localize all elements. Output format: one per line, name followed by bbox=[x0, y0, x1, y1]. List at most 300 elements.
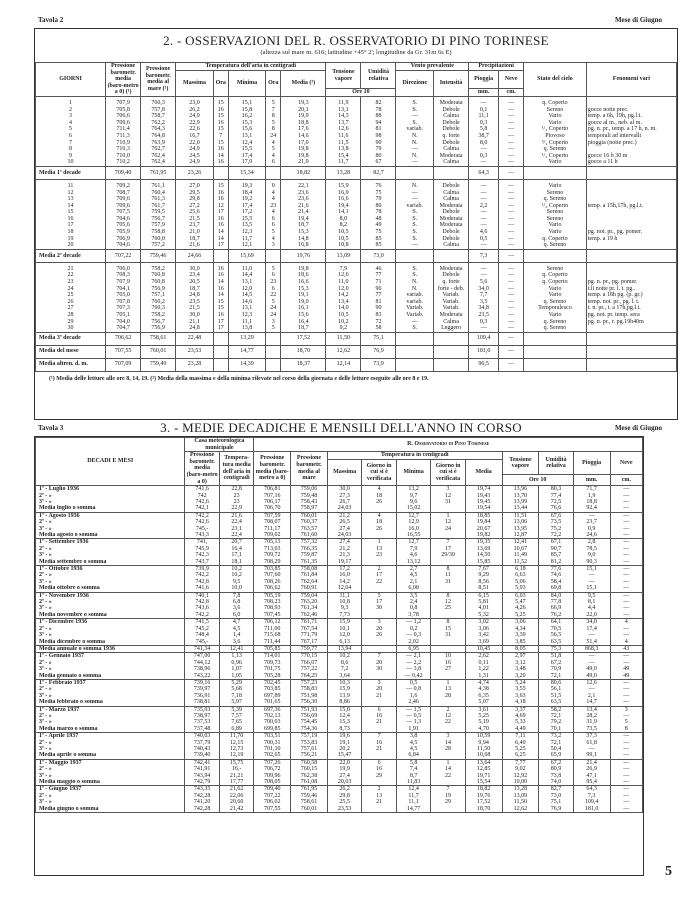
cell: 14,2 bbox=[327, 579, 361, 585]
cell: 757,19 bbox=[291, 733, 328, 740]
cell: Moderata bbox=[434, 312, 469, 319]
table3-frame bbox=[34, 436, 644, 876]
cell: 9,29 bbox=[465, 572, 502, 578]
cell bbox=[431, 559, 465, 566]
cell: 27,3 bbox=[327, 493, 361, 499]
cell: 8,05 bbox=[502, 645, 539, 652]
table3-left-header: Tavola 3 bbox=[38, 424, 64, 432]
cell: 766,07 bbox=[291, 660, 328, 666]
row-label: 2ª - » bbox=[36, 519, 185, 525]
cell: S. bbox=[396, 222, 434, 229]
cell: 77,8 bbox=[539, 599, 573, 605]
cell: 6,63 bbox=[502, 572, 539, 578]
cell: 705,8 bbox=[106, 107, 141, 114]
cell: 0,11 bbox=[465, 660, 502, 666]
cell: 758,08 bbox=[291, 566, 328, 573]
cell: — bbox=[610, 799, 642, 805]
table-row bbox=[36, 216, 677, 223]
cell: 4,70 bbox=[465, 726, 502, 733]
col-umidita: Umidità relativa bbox=[361, 63, 396, 89]
cell: 75 bbox=[361, 190, 396, 197]
cell: 705,6 bbox=[106, 222, 141, 229]
cell bbox=[362, 559, 396, 566]
cell: 51,4 bbox=[573, 639, 610, 646]
cell: 13,96 bbox=[502, 486, 539, 493]
table-row bbox=[36, 566, 643, 573]
col-ore10: Ore 10 bbox=[326, 89, 396, 97]
row-label: 2ª - » bbox=[36, 626, 185, 632]
cell: 67,2 bbox=[539, 759, 573, 766]
cell: — bbox=[610, 766, 642, 772]
cell: 16,1 bbox=[281, 305, 326, 312]
cell: 24,03 bbox=[327, 532, 361, 539]
cell: 2,1 bbox=[396, 579, 430, 585]
cell bbox=[431, 612, 465, 619]
cell: 16 bbox=[213, 286, 228, 293]
cell: 12,73 bbox=[219, 746, 253, 752]
cell: 82,7 bbox=[539, 786, 573, 793]
cell: 28 bbox=[431, 746, 465, 752]
cell: 6,13 bbox=[327, 639, 361, 646]
cell: 2 bbox=[362, 786, 396, 793]
cell: — bbox=[610, 779, 642, 786]
cell: 759,04 bbox=[291, 592, 328, 599]
cell: 1 bbox=[362, 539, 396, 546]
cell: 759,46 bbox=[291, 793, 328, 799]
cell: 21,4 bbox=[281, 209, 326, 216]
cell: 19,8 bbox=[281, 153, 326, 160]
cell: 58,2 bbox=[539, 706, 573, 713]
cell: 80,6 bbox=[539, 679, 573, 686]
cell: 23,0 bbox=[176, 96, 214, 106]
cell: 758,2 bbox=[141, 262, 176, 272]
cell: 29 bbox=[362, 773, 396, 779]
cell: 741,91 bbox=[185, 766, 219, 772]
cell: 75,1 bbox=[539, 799, 573, 805]
cell: 19,8 bbox=[281, 262, 326, 272]
cell: — bbox=[610, 532, 642, 539]
row-label: Media 1ª decade bbox=[36, 166, 106, 179]
cell: 11,49 bbox=[502, 552, 539, 558]
summary-row bbox=[36, 249, 677, 262]
cell: 743,35 bbox=[185, 786, 219, 793]
row-label: 28 bbox=[36, 312, 106, 319]
cell: 16,0 bbox=[327, 572, 361, 578]
cell: 738,96 bbox=[185, 666, 219, 672]
cell: 16 bbox=[213, 216, 228, 223]
cell: 4,5 bbox=[219, 626, 253, 632]
cell: S. bbox=[396, 96, 434, 106]
cell: 73,9 bbox=[361, 358, 396, 371]
cell: 15,34 bbox=[228, 166, 266, 179]
cell: 3,20 bbox=[502, 673, 539, 680]
cell: 709,40 bbox=[254, 786, 291, 793]
cell bbox=[396, 358, 434, 371]
cell: 20,5 bbox=[176, 279, 214, 286]
cell: 9,5 bbox=[219, 579, 253, 585]
row-label: Media altren. d. m. bbox=[36, 358, 106, 371]
row-label: 20 bbox=[36, 242, 106, 249]
row-label: 8 bbox=[36, 146, 106, 153]
table3 bbox=[35, 437, 643, 813]
cell bbox=[431, 532, 465, 539]
table-row bbox=[36, 159, 677, 166]
cell: 4,7 bbox=[219, 619, 253, 626]
col-casa-press: Pressione barometr. media (baro-metro a 0) bbox=[186, 452, 218, 485]
cell: 31 bbox=[431, 632, 465, 638]
cell: 3 bbox=[610, 706, 642, 713]
cell: 738,97 bbox=[185, 713, 219, 719]
table-row bbox=[36, 786, 643, 793]
cell: 13,5 bbox=[228, 222, 266, 229]
cell: temp. a 18h pg. (p. gr.) bbox=[586, 292, 676, 299]
cell: 16 bbox=[213, 272, 228, 279]
table-row bbox=[36, 585, 643, 592]
cell: 6,15 bbox=[465, 592, 502, 599]
row-label: 22 bbox=[36, 272, 106, 279]
cell: 741,6 bbox=[185, 585, 219, 592]
cell: 762,4 bbox=[141, 159, 176, 166]
cell: 16,6 bbox=[281, 279, 326, 286]
cell: 14,0 bbox=[326, 305, 361, 312]
cell bbox=[431, 585, 465, 592]
cell bbox=[586, 272, 676, 279]
cell: 12,1 bbox=[228, 242, 266, 249]
page-left-header: Tavola 2 bbox=[38, 16, 64, 24]
cell: Moderata bbox=[434, 96, 469, 106]
cell: — bbox=[499, 279, 524, 286]
cell: 739,40 bbox=[185, 752, 219, 759]
cell: 16,2 bbox=[228, 113, 266, 120]
cell: 760,4 bbox=[141, 190, 176, 197]
cell: 49,0 bbox=[573, 666, 610, 672]
cell: 80,3 bbox=[539, 486, 573, 493]
cell bbox=[213, 249, 228, 262]
cell: 12 bbox=[213, 203, 228, 210]
cell: 4,5 bbox=[396, 746, 430, 752]
cell bbox=[396, 345, 434, 358]
cell: — bbox=[610, 486, 642, 493]
cell: — bbox=[573, 572, 610, 578]
cell: 17,1 bbox=[219, 552, 253, 558]
cell: 767,17 bbox=[291, 639, 328, 646]
row-label: Media agosto o somma bbox=[36, 532, 185, 539]
cell: ³/₄ Coperto bbox=[524, 140, 587, 147]
cell: 4 bbox=[266, 196, 281, 203]
table-row bbox=[36, 272, 677, 279]
cell: — bbox=[469, 216, 499, 223]
cell: Vario bbox=[524, 222, 587, 229]
cell: — bbox=[610, 579, 642, 585]
col-casa-temp: Tempera-tura media dell'aria in centigradi bbox=[219, 452, 253, 486]
cell: 707,26 bbox=[254, 759, 291, 766]
cell: 15,9 bbox=[327, 686, 361, 692]
cell bbox=[586, 209, 676, 216]
cell: 21,2 bbox=[327, 512, 361, 519]
col-t3-minima: Minima bbox=[396, 459, 430, 485]
row-label: Media dicembre o somma bbox=[36, 639, 185, 646]
col-t3-pioggia: Pioggia bbox=[573, 452, 610, 475]
summary-row bbox=[36, 166, 677, 179]
cell: 14,77 bbox=[396, 806, 430, 813]
cell: 8,0 bbox=[326, 216, 361, 223]
row-label: 1ª - Luglio 1936 bbox=[36, 486, 185, 493]
cell: 58,4 bbox=[539, 579, 573, 585]
col-t3-giorno2: Giorno in cui si è verificata bbox=[431, 459, 465, 485]
cell: 701,10 bbox=[254, 746, 291, 752]
cell: 8,2 bbox=[326, 222, 361, 229]
cell: 703,51 bbox=[254, 733, 291, 740]
cell: N. bbox=[396, 140, 434, 147]
cell: 21,6 bbox=[176, 242, 214, 249]
cell bbox=[586, 249, 676, 262]
col-t3-giorno1: Giorno in cui si è verificata bbox=[362, 459, 396, 485]
cell: 758,83 bbox=[291, 686, 328, 692]
table-row bbox=[36, 325, 677, 332]
cell: 760,0 bbox=[141, 236, 176, 243]
col-intensita: Intensità bbox=[434, 70, 469, 96]
row-label: 3ª - » bbox=[36, 526, 185, 532]
cell: 17,77 bbox=[219, 779, 253, 786]
cell: — bbox=[499, 299, 524, 306]
cell: — bbox=[499, 133, 524, 140]
cell: 0,3 bbox=[469, 153, 499, 160]
row-label: 2ª - » bbox=[36, 740, 185, 746]
cell: — bbox=[499, 179, 524, 189]
cell: 12,62 bbox=[502, 806, 539, 813]
cell: 109,4 bbox=[469, 332, 499, 345]
col-stato: Stato del cielo bbox=[524, 63, 587, 97]
summary-row bbox=[36, 345, 677, 358]
cell: 22 bbox=[266, 292, 281, 299]
cell: 22 bbox=[362, 579, 396, 585]
cell: 18,82 bbox=[281, 166, 326, 179]
cell: 705,13 bbox=[254, 539, 291, 546]
cell: — bbox=[499, 146, 524, 153]
cell: 7 bbox=[213, 133, 228, 140]
cell: 745,- bbox=[185, 526, 219, 532]
cell: 5 bbox=[610, 719, 642, 725]
cell: Debole bbox=[434, 107, 469, 114]
cell bbox=[431, 673, 465, 680]
row-label: 10 bbox=[36, 159, 106, 166]
cell: 739,16 bbox=[185, 679, 219, 686]
cell: 3,02 bbox=[465, 619, 502, 626]
cell bbox=[362, 806, 396, 813]
cell bbox=[524, 166, 587, 179]
cell: 18,70 bbox=[465, 806, 502, 813]
row-label: 3ª - » bbox=[36, 746, 185, 752]
cell: 3,8 bbox=[396, 733, 430, 740]
cell: 715,68 bbox=[254, 632, 291, 638]
cell: 5,06 bbox=[502, 579, 539, 585]
cell: 14,3 bbox=[326, 113, 361, 120]
cell: 30 bbox=[362, 666, 396, 672]
table-row bbox=[36, 229, 677, 236]
cell: gocce 16 h 30 m bbox=[586, 153, 676, 160]
cell: — bbox=[499, 159, 524, 166]
cell: 19,8 bbox=[281, 146, 326, 153]
table-row bbox=[36, 120, 677, 127]
cell: 709,6 bbox=[106, 120, 141, 127]
row-label: 2ª - » bbox=[36, 793, 185, 799]
cell: 15 bbox=[213, 113, 228, 120]
cell: 20,60 bbox=[219, 799, 253, 805]
row-label: Media gennaio o somma bbox=[36, 673, 185, 680]
cell: 6,25 bbox=[502, 752, 539, 759]
cell: 0,9 bbox=[573, 526, 610, 532]
cell bbox=[524, 345, 587, 358]
cell: 15,3 bbox=[281, 229, 326, 236]
col-precip-group: Precipitazioni bbox=[469, 63, 524, 71]
cell: N. bbox=[396, 153, 434, 160]
cell: 758,43 bbox=[291, 499, 328, 505]
cell: 710,3 bbox=[106, 146, 141, 153]
cell: 11,1 bbox=[228, 319, 266, 326]
cell: 26,5 bbox=[327, 519, 361, 525]
cell: 74,6 bbox=[539, 572, 573, 578]
summary-row bbox=[36, 332, 677, 345]
cell: variab. bbox=[396, 292, 434, 299]
cell bbox=[266, 166, 281, 179]
cell: 2,2 bbox=[469, 203, 499, 210]
cell: 706,02 bbox=[254, 799, 291, 805]
cell: 742 bbox=[185, 493, 219, 499]
cell bbox=[362, 779, 396, 786]
cell: 17,4 bbox=[573, 626, 610, 632]
cell: 758,8 bbox=[141, 229, 176, 236]
table-row bbox=[36, 559, 643, 566]
cell bbox=[362, 585, 396, 592]
cell: 16,0 bbox=[396, 526, 430, 532]
cell: 88 bbox=[361, 113, 396, 120]
cell: 14 bbox=[431, 766, 465, 772]
cell: 58 bbox=[361, 325, 396, 332]
cell bbox=[434, 332, 469, 345]
cell: 15,9 bbox=[326, 179, 361, 189]
table-row bbox=[36, 279, 677, 286]
col-fenomeni: Fenomeni vari bbox=[586, 63, 676, 97]
cell: S. bbox=[396, 209, 434, 216]
cell: 707,16 bbox=[254, 493, 291, 499]
cell: 23,7 bbox=[573, 519, 610, 525]
cell: 17 bbox=[213, 209, 228, 216]
row-label: 2ª - » bbox=[36, 493, 185, 499]
cell: 707,55 bbox=[254, 806, 291, 813]
cell: 16 bbox=[213, 120, 228, 127]
cell: 22,1 bbox=[281, 179, 326, 189]
cell: 78 bbox=[361, 209, 396, 216]
cell: 10 bbox=[431, 653, 465, 660]
cell: 20,1 bbox=[281, 107, 326, 114]
cell: 64,3 bbox=[469, 166, 499, 179]
cell: — bbox=[469, 146, 499, 153]
cell bbox=[213, 332, 228, 345]
cell: 181,0 bbox=[469, 345, 499, 358]
cell: 73,0 bbox=[361, 249, 396, 262]
cell: 4,38 bbox=[465, 686, 502, 692]
cell: 24,5 bbox=[176, 153, 214, 160]
cell: 10,1 bbox=[327, 626, 361, 632]
cell: 759,5 bbox=[141, 209, 176, 216]
cell: 745,2 bbox=[185, 626, 219, 632]
cell: S. bbox=[396, 120, 434, 127]
cell: Sereno bbox=[524, 107, 587, 114]
cell: 16,9 bbox=[326, 190, 361, 197]
cell: q. Sereno bbox=[524, 325, 587, 332]
cell: 10,2 bbox=[219, 572, 253, 578]
cell: — bbox=[610, 806, 642, 813]
cell: 22,9 bbox=[219, 505, 253, 512]
cell: 12,7 bbox=[396, 512, 430, 519]
cell: 19,6 bbox=[327, 733, 361, 740]
cell: 13,95 bbox=[502, 526, 539, 532]
cell: 81 bbox=[361, 299, 396, 306]
cell: 90,3 bbox=[573, 559, 610, 566]
cell: Sereno bbox=[524, 216, 587, 223]
cell: 706,6 bbox=[106, 113, 141, 120]
cell: 47,1 bbox=[573, 773, 610, 779]
cell: variab. bbox=[396, 126, 434, 133]
cell: 747,00 bbox=[185, 653, 219, 660]
cell: 760,8 bbox=[141, 272, 176, 279]
cell: 14,8 bbox=[281, 236, 326, 243]
table2-body bbox=[36, 96, 677, 371]
cell: — bbox=[396, 242, 434, 249]
cell: 757,23 bbox=[291, 679, 328, 686]
col-cm: cm. bbox=[499, 89, 524, 97]
cell: 742,8 bbox=[185, 599, 219, 605]
cell: 757,1 bbox=[141, 292, 176, 299]
cell: 3,55 bbox=[502, 686, 539, 692]
cell: — bbox=[469, 96, 499, 106]
cell: 739,97 bbox=[185, 686, 219, 692]
cell: 760,2 bbox=[141, 299, 176, 306]
cell: 9,5 bbox=[573, 592, 610, 599]
cell: 709,72 bbox=[254, 552, 291, 558]
cell: temporali ad intervalli bbox=[586, 133, 676, 140]
cell: 745,9 bbox=[185, 546, 219, 552]
cell: 3,37 bbox=[502, 706, 539, 713]
cell: 23 bbox=[362, 552, 396, 558]
cell: 9,2 bbox=[326, 325, 361, 332]
row-label: Media del mese bbox=[36, 345, 106, 358]
cell: — bbox=[499, 222, 524, 229]
cell: 13,64 bbox=[465, 759, 502, 766]
cell: — bbox=[610, 552, 642, 558]
cell: 63,5 bbox=[539, 699, 573, 706]
cell: — 0,5 bbox=[396, 713, 430, 719]
cell: — bbox=[499, 292, 524, 299]
cell: 21,6 bbox=[219, 512, 253, 519]
table-row bbox=[36, 113, 677, 120]
cell: 21,42 bbox=[219, 806, 253, 813]
cell: 90,7 bbox=[539, 546, 573, 552]
col-pioggia: Pioggia bbox=[469, 70, 499, 89]
cell: 12 bbox=[431, 599, 465, 605]
cell: — bbox=[610, 585, 642, 592]
cell: ¹/₄ Coperto bbox=[524, 203, 587, 210]
cell: 73,5 bbox=[573, 726, 610, 733]
cell: 72,5 bbox=[539, 499, 573, 505]
cell: 701,75 bbox=[254, 666, 291, 672]
cell: 708,3 bbox=[106, 272, 141, 279]
cell: 2,62 bbox=[465, 653, 502, 660]
cell: — bbox=[573, 512, 610, 519]
table2-footnote: (¹) Media delle letture alle ore 8, 14, 19. (²) Media della massima e della minima rilevate nel corso della giornata e delle letture eseguite alle ore 8 e 19. bbox=[49, 375, 429, 382]
cell: 85 bbox=[361, 242, 396, 249]
cell: 766,35 bbox=[291, 546, 328, 552]
